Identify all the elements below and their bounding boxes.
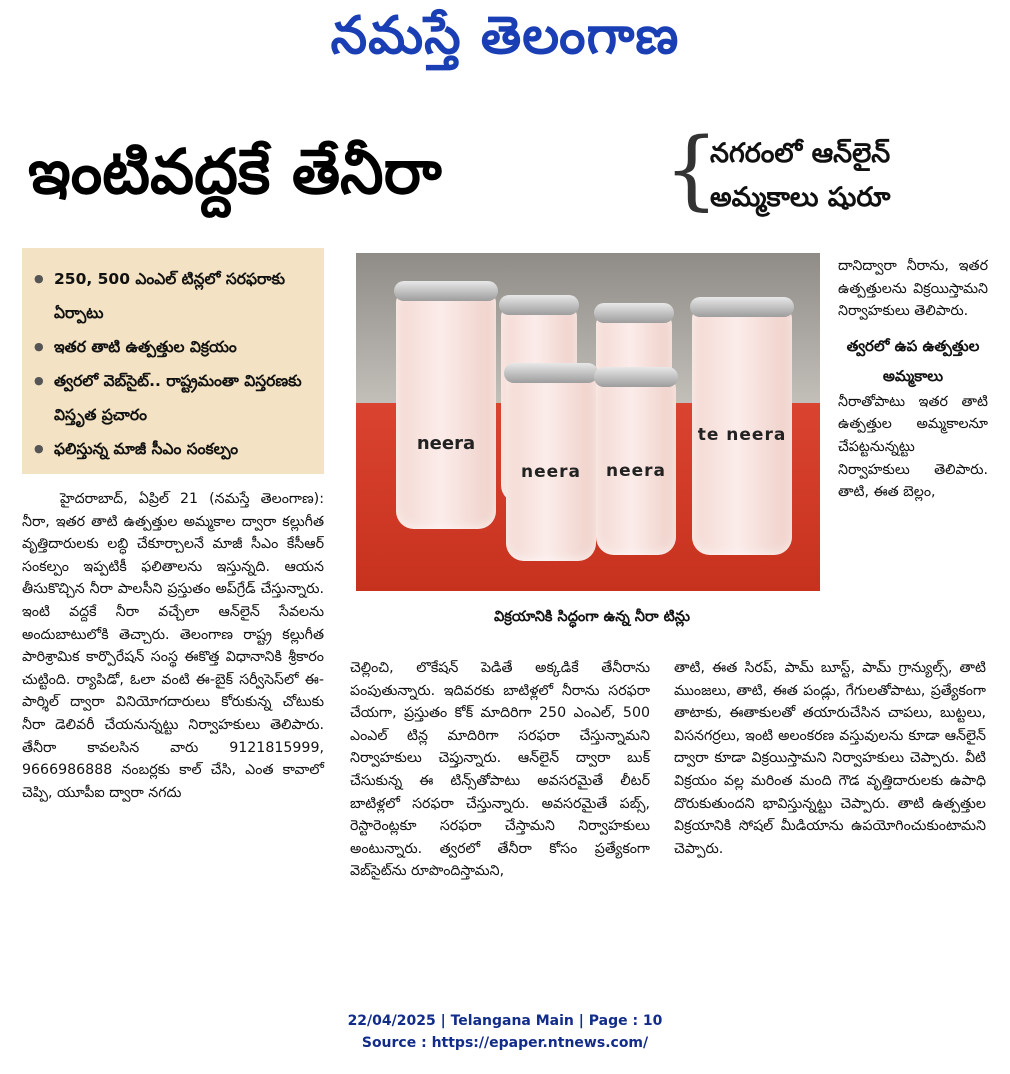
subheadline [710, 132, 1000, 220]
can-label: te neera [697, 425, 787, 445]
article-column-2: చెల్లించి, లొకేషన్ పెడితే అక్కడికే తేనీరాను పంపుతున్నారు. ఇదివరకు బాటిళ్లలో నీరాను సరఫరా చేయగా, ప్రస్తుతం కోక్ మాదిరిగా 250 ఎంఎల్, 500 ఎంఎల్ టిన్ల మాదిరిగా సరఫరా చేస్తున్నామని నిర్వాహకులు చెప్తున్నారు. ఆన్‌లైన్ ద్వారా బుక్ చేసుకున్న ఈ టిన్స్‌తోపాటు అవసరమైతే లీటర్ బాటిళ్లలో సరఫరా చేస్తున్నారు. అవసరమైతే పబ్స్, రెస్టారెంట్లకూ సరఫరా చేస్తామని నిర్వాహకులు అంటున్నారు. త్వరలో తేనీరా కోసం ప్రత్యేకంగా వెబ్‌సైట్‌ను రూపొందిస్తామని, [350, 660, 650, 880]
article-subheading: త్వరలో ఉప ఉత్పత్తుల అమ్మకాలు [846, 336, 980, 385]
article-paragraph: హైదరాబాద్, ఏప్రిల్ 21 (నమస్తే తెలంగాణ): నీరా, ఇతర తాటి ఉత్పత్తుల అమ్మకాల ద్వారా కల్లుగీత వృత్తిదారులకు లబ్ధి చేకూర్చాలనే మాజీ సీఎం కేసీఆర్ సంకల్పం ఇప్పటికీ ఫలితాలను ఇస్తున్నది. ఆయన తీసుకొచ్చిన నీరా పాలసీని ప్రస్తుతం అప్‌గ్రేడ్ చేస్తున్నారు. ఇంటి వద్దకే నీరా వచ్చేలా ఆన్‌లైన్ సేవలను అందుబాటులోకి తెచ్చారు. తెలంగాణ రాష్ట్ర కల్లుగీత పారిశ్రామిక కార్పొరేషన్ సంస్థ ఈకొత్త విధానానికి శ్రీకారం చుట్టింది. ర్యాపిడో, ఓలా వంటి ఈ-బైక్ సర్వీసెస్‌లో ఈ-పార్శిల్ ద్వారా వినియోగదారులు కోరుకున్న చోటుకు నీరా డెలివరీ చేయనున్నట్టు నిర్వాహకులు తెలిపారు. తేనీరా కావలసిన వారు 9121815999, 9666986888 నంబర్లకు కాల్ చేసి, ఎంత కావాలో చెప్పి, యూపీఐ ద్వారా నగదు [22, 491, 324, 801]
highlight-item: ● త్వరలో వెబ్‌సైట్.. రాష్ట్రమంతా విస్తరణకు విస్తృత ప్రచారం [32, 364, 314, 432]
photo-caption: విక్రయానికి సిద్ధంగా ఉన్న నీరా టిన్లు [493, 609, 690, 625]
footer-date-edition: 22/04/2025 | Telangana Main | Page : 10 [347, 1013, 663, 1029]
article-paragraph: దానిద్వారా నీరాను, ఇతర ఉత్పత్తులను విక్రయిస్తామని నిర్వాహకులు తెలిపారు. [838, 258, 988, 320]
highlights-box [22, 248, 324, 474]
subheadline-line-2: అమ్మకాలు షురూ [710, 182, 891, 213]
neera-can [596, 375, 676, 555]
highlight-item: ● ఫలిస్తున్న మాజీ సీఎం సంకల్పం [32, 432, 314, 466]
article-column-1 [22, 488, 324, 804]
masthead-logo: నమస్తే తెలంగాణ [330, 5, 680, 66]
headline: ఇంటివద్దకే తేనీరా [28, 135, 442, 208]
brace-divider: { [664, 120, 719, 220]
neera-cans-photo [356, 253, 820, 591]
highlight-item: ● ఇతర తాటి ఉత్పత్తుల విక్రయం [32, 330, 314, 364]
neera-can [396, 289, 496, 529]
article-column-3: తాటి, ఈత సిరప్, పామ్ బూస్ట్, పామ్ గ్రాన్యుల్స్, తాటి ముంజలు, తాటి, ఈత పండ్లు, గేగులతోపాటు, ప్రత్యేకంగా తాటాకు, ఈతాకులతో తయారుచేసిన చాపలు, బుట్టలు, విసనగర్రలు, ఇంటి అలంకరణ వస్తువులను కూడా ఆన్‌లైన్ ద్వారా కూడా విక్రయిస్తామని నిర్వాహకులు చెప్పారు. వీటి విక్రయం వల్ల మరింత మంది గౌడ వృత్తిదారులకు ఉపాధి దొరుకుతుందని భావిస్తున్నట్టు చెప్పారు. తాటి ఉత్పత్తుల విక్రయానికి సోషల్ మీడియాను ఉపయోగించుకుంటామని చెప్పారు. [674, 660, 986, 857]
can-label: neera [520, 462, 582, 483]
subheadline-line-1: నగరంలో ఆన్‌లైన్ [710, 138, 891, 169]
article-paragraph: నీరాతోపాటు ఇతర తాటి ఉత్పత్తుల అమ్మకాలనూ చేపట్టనున్నట్టు నిర్వాహకులు తెలిపారు. తాటి, ఈత బెల్లం, [838, 393, 988, 501]
footer-source: Source : https://epaper.ntnews.com/ [361, 1035, 649, 1051]
neera-can [692, 305, 792, 555]
article-column-4 [838, 255, 988, 504]
can-label: neera [605, 461, 667, 482]
highlight-item: ● 250, 500 ఎంఎల్ టిన్లలో సరఫరాకు ఏర్పాటు [32, 262, 314, 330]
neera-can [506, 371, 596, 561]
can-label: neera [416, 433, 476, 454]
